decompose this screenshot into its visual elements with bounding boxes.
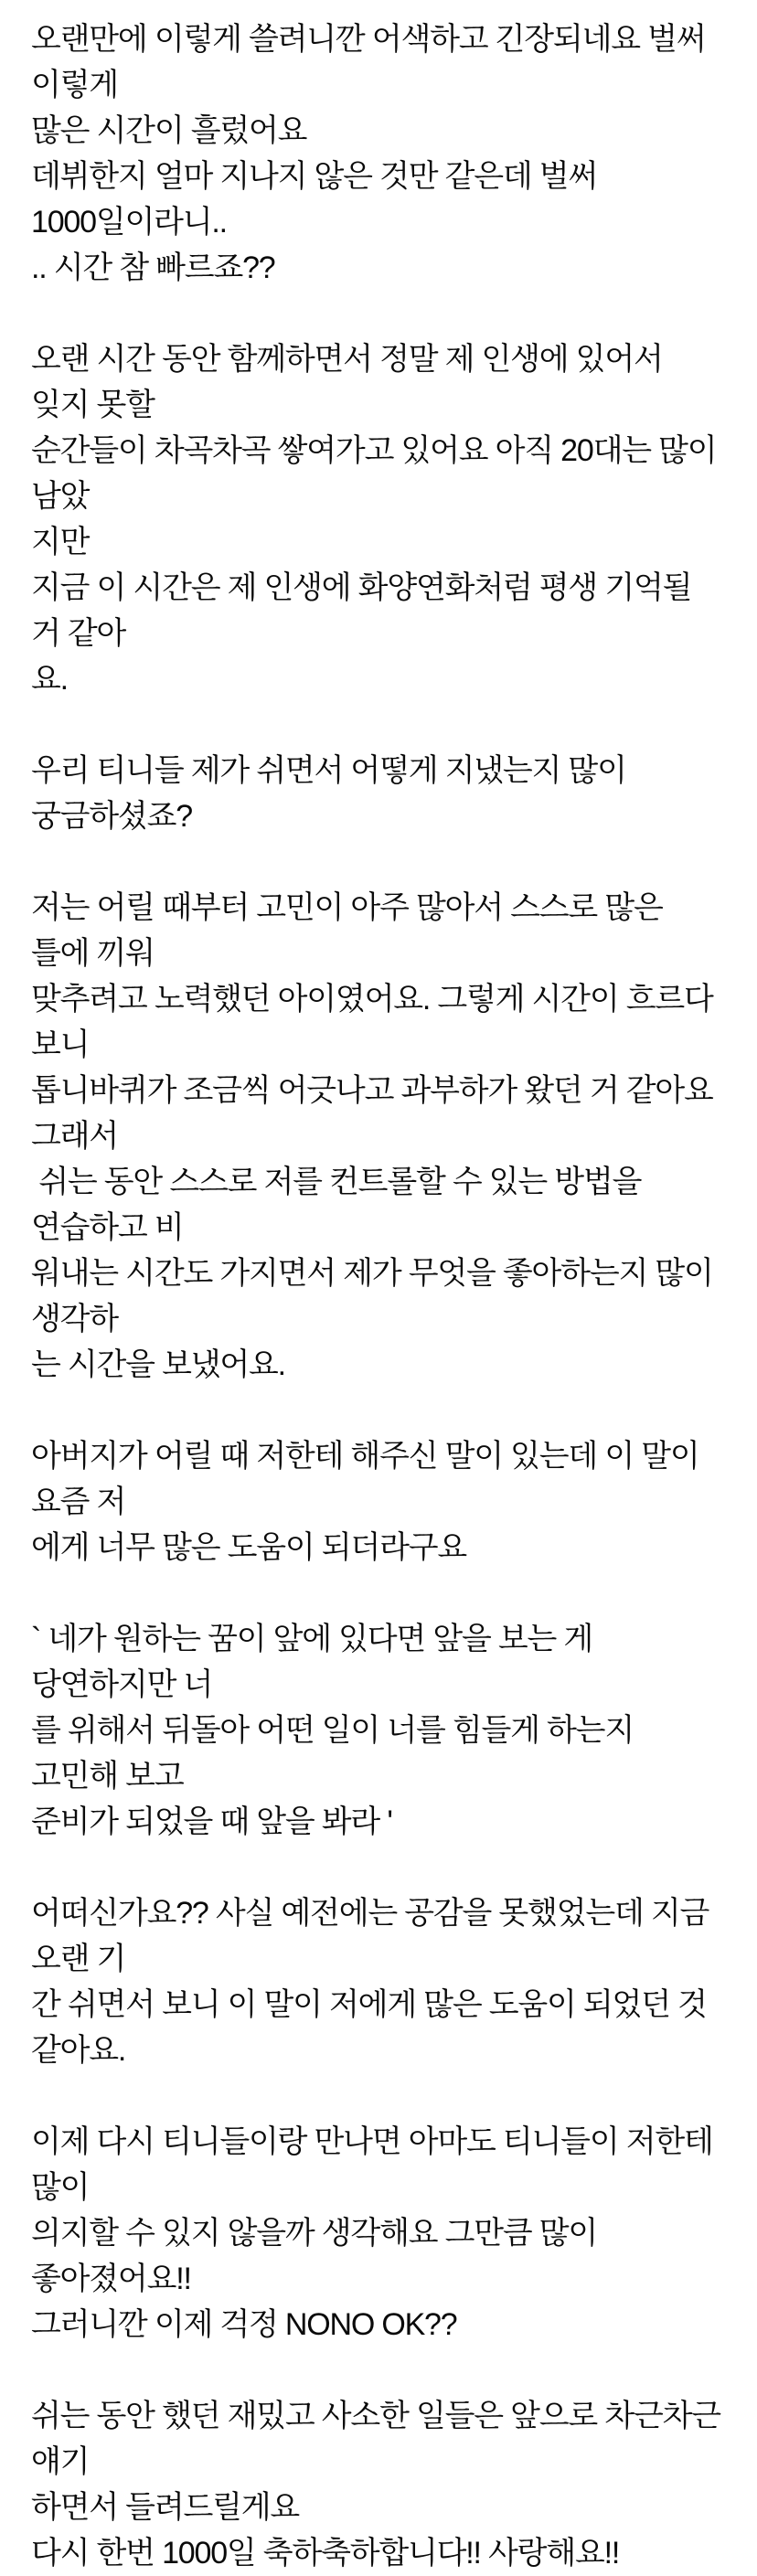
paragraph-father-advice-intro	[31, 1433, 726, 1570]
text-line: 에게 너무 많은 도움이 되더라구요	[31, 1530, 467, 1565]
text-line: 준비가 되었을 때 앞을 봐라 '	[31, 1804, 392, 1839]
text-line: 데뷔한지 얼마 지나지 않은 것만 같은데 벌써 1000일이라니..	[31, 159, 605, 240]
paragraph-intro	[31, 16, 726, 291]
paragraph-reassurance	[31, 2119, 726, 2347]
text-line: 쉬는 동안 스스로 저를 컨트롤할 수 있는 방법을 연습하고 비	[31, 1165, 649, 1245]
text-line: .. 시간 참 빠르죠??	[31, 250, 275, 285]
text-line: 우리 티니들 제가 쉬면서 어떻게 지냈는지 많이 궁금하셨죠?	[31, 753, 634, 834]
text-line: 를 위해서 뒤돌아 어떤 일이 너를 힘들게 하는지 고민해 보고	[31, 1713, 642, 1794]
paragraph-memories	[31, 336, 726, 702]
text-line: 그러니깐 이제 걱정 NONO OK??	[31, 2307, 457, 2342]
paragraph-reflection	[31, 1890, 726, 2073]
text-line: 오랜만에 이렇게 쓸려니깐 어색하고 긴장되네요 벌써 이렇게	[31, 22, 713, 102]
text-line: 요.	[31, 662, 68, 697]
text-line: 간 쉬면서 보니 이 말이 저에게 많은 도움이 되었던 것 같아요.	[31, 1987, 714, 2068]
text-line: 많은 시간이 흘렀어요	[31, 113, 307, 148]
text-line: 지금 이 시간은 제 인생에 화양연화처럼 평생 기억될 거 같아	[31, 570, 699, 651]
text-line: 어떠신가요?? 사실 예전에는 공감을 못했었는데 지금 오랜 기	[31, 1896, 717, 1976]
text-line: 다시 한번 1000일 축하축하합니다!! 사랑해요!!	[31, 2536, 620, 2571]
paragraph-closing	[31, 2393, 729, 2576]
paragraph-father-quote	[31, 1616, 726, 1845]
text-line: 아버지가 어릴 때 저한테 해주신 말이 있는데 이 말이 요즘 저	[31, 1439, 707, 1519]
text-line: 쉬는 동안 했던 재밌고 사소한 일들은 앞으로 차근차근 얘기	[31, 2399, 729, 2479]
text-line: 는 시간을 보냈어요.	[31, 1347, 285, 1382]
text-line: 워내는 시간도 가지면서 제가 무엇을 좋아하는지 많이 생각하	[31, 1256, 720, 1336]
text-line: 하면서 들려드릴게요	[31, 2490, 300, 2525]
paragraph-question	[31, 748, 726, 839]
text-line: ` 네가 원하는 꿈이 앞에 있다면 앞을 보는 게 당연하지만 너	[31, 1622, 601, 1702]
text-line: 맞추려고 노력했던 아이였어요. 그렇게 시간이 흐르다 보니	[31, 982, 720, 1062]
text-line: 순간들이 차곡차곡 쌓여가고 있어요 아직 20대는 많이 남았	[31, 433, 724, 514]
text-line: 오랜 시간 동안 함께하면서 정말 제 인생에 있어서 잊지 못할	[31, 342, 670, 422]
text-line: 의지할 수 있지 않을까 생각해요 그만큼 많이 좋아졌어요!!	[31, 2216, 605, 2296]
text-line: 톱니바퀴가 조금씩 어긋나고 과부하가 왔던 거 같아요 그래서	[31, 1073, 720, 1154]
text-line: 지만	[31, 525, 90, 559]
paragraph-rest-period	[31, 885, 726, 1388]
text-line: 저는 어릴 때부터 고민이 아주 많아서 스스로 많은 틀에 끼워	[31, 890, 670, 971]
text-line: 이제 다시 티니들이랑 만나면 아마도 티니들이 저한테 많이	[31, 2124, 720, 2205]
